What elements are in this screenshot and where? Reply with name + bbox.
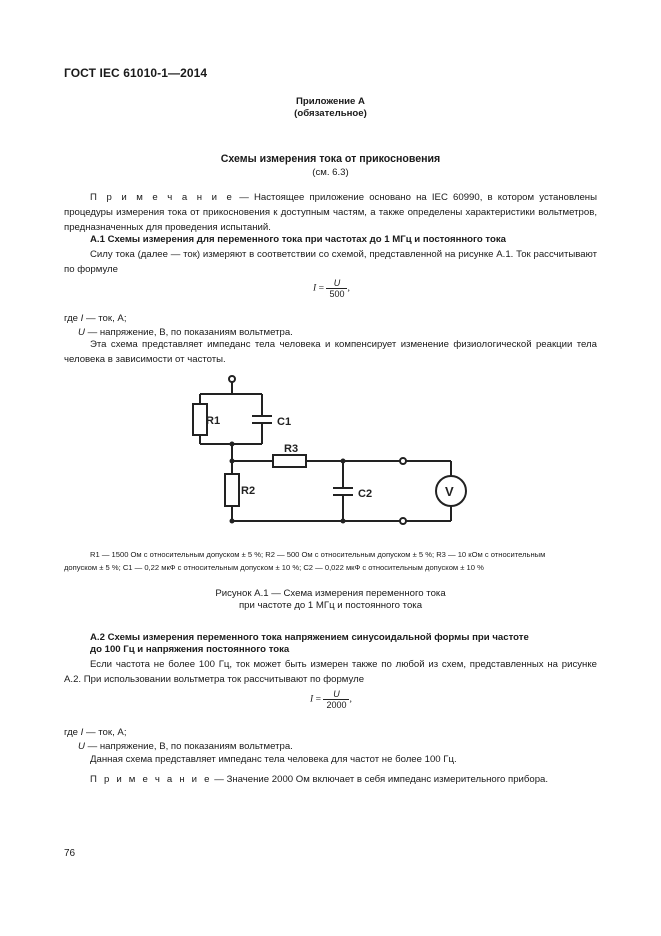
var-u: U [78,327,85,338]
where-i-text: — ток, А; [83,313,127,324]
formula-denominator: 2000 [323,699,349,710]
section-a1-heading: А.1 Схемы измерения для переменного тока при частотах до 1 МГц и постоянного тока [90,234,506,245]
figure-legend-2: допуском ± 5 %; C1 — 0,22 мкФ с относительным допуском ± 10 %; C2 — 0,022 мкФ с относительным допуском ± 10 % [64,563,484,572]
resistor-r3 [273,455,306,467]
var-u: U [78,741,85,752]
where-prefix: где [64,727,81,738]
section-a1-paragraph: Силу тока (далее — ток) измеряют в соответствии со схемой, представленной на рисунке А.1. Ток рассчитывают по формуле [64,249,597,275]
page-number: 76 [64,848,76,859]
note-label: П р и м е ч а н и е [90,774,212,785]
terminal-out-top [400,458,406,464]
section-a2-paragraph-2: Данная схема представляет импеданс тела человека для частот не более 100 Гц. [90,754,457,765]
note-text: — Настоящее приложение основано на IEC 60990, в котором установлены процедуры измерения тока от прикосновения к доступным частям, а также определены характеристики вольтметров, предназначенных для проведения испытаний. [64,192,598,233]
document-header: ГОСТ IEC 61010-1—2014 [64,66,208,80]
section-a1-paragraph-2: Эта схема представляет импеданс тела человека и компенсирует изменение физиологической реакции тела человека в зависимости от частоты. [64,339,597,365]
where-u-text: — напряжение, В, по показаниям вольтметра. [84,327,293,338]
formula-denominator: 500 [326,288,347,299]
resistor-r2 [225,474,239,506]
formula-fraction [326,278,350,299]
note-1 [64,190,597,235]
formula-fraction [323,689,352,710]
section-title: Схемы измерения тока от прикосновения [220,153,441,165]
where-u-text: — напряжение, В, по показаниям вольтметра. [84,741,293,752]
figure-caption-2: при частоте до 1 МГц и постоянного тока [238,600,423,611]
appendix-status: (обязательное) [294,108,367,119]
formula-lhs: I [310,693,314,705]
formula-a1 [313,278,350,299]
var-i: I [80,727,84,738]
label-c1: C1 [277,416,292,428]
label-r2: R2 [241,485,256,497]
section-a2-paragraph: Если частота не более 100 Гц, ток может быть измерен также по любой из схем, представленных на рисунке А.2. При использовании вольтметра ток рассчитывают по формуле [64,659,597,685]
formula-numerator: U [333,689,340,699]
where-i [64,311,126,326]
terminal-out-bottom [400,518,406,524]
figure-caption-1: Рисунок А.1 — Схема измерения переменного тока [215,588,446,599]
figure-legend-1: R1 — 1500 Ом с относительным допуском ± 5 %; R2 — 500 Ом с относительным допуском ± 5 %; R3 — 10 кОм с относительным [90,550,546,559]
where-prefix: где [64,313,81,324]
where-i-text: — ток, А; [83,727,127,738]
circuit-diagram [180,370,480,530]
terminal-top [229,376,235,382]
formula-end: , [349,693,352,705]
formula-lhs: I [313,282,317,294]
note-2 [90,772,548,787]
label-r1: R1 [206,415,221,427]
resistor-r1 [193,404,207,435]
appendix-title: Приложение А [296,96,365,107]
formula-a2 [310,689,352,710]
formula-eq: = [318,282,325,294]
note-text: — Значение 2000 Ом включает в себя импеданс измерительного прибора. [211,774,549,785]
section-reference: (см. 6.3) [312,167,349,178]
label-v: V [445,484,454,499]
label-r3: R3 [284,443,299,455]
formula-end: , [347,282,350,294]
where-i-2 [64,725,126,740]
label-c2: C2 [358,488,373,500]
var-i: I [80,313,84,324]
section-a2-heading-1: А.2 Схемы измерения переменного тока напряжением синусоидальной формы при частоте [90,632,529,643]
formula-eq: = [315,693,322,705]
section-a2-heading-2: до 100 Гц и напряжения постоянного тока [90,644,290,655]
formula-numerator: U [333,278,341,288]
note-label: П р и м е ч а н и е [90,192,235,203]
